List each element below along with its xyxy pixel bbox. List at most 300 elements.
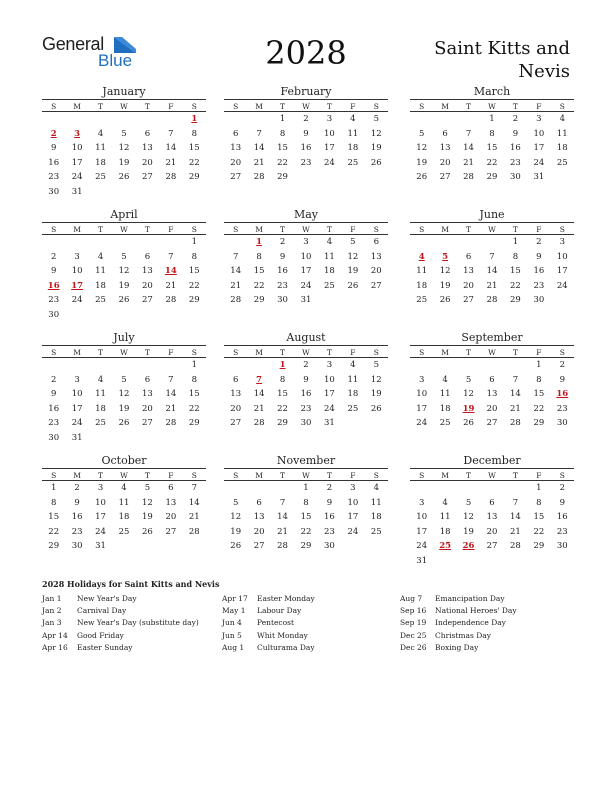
day-cell: 15 [300,512,312,523]
holiday-column [42,593,217,654]
day-cell: 24 [300,280,312,291]
day-cell: 12 [439,266,451,277]
day-cell: 3 [536,114,542,124]
empty-day-cell [224,235,247,250]
holiday-date: Dec 25 [400,630,427,640]
day-cell: 28 [277,541,288,552]
weekday-label: T [136,99,159,112]
day-cell: 7 [168,251,174,262]
day-cell: 28 [165,172,177,183]
weekday-label: W [480,345,503,358]
day-cell: 8 [536,374,542,385]
day-cell: 28 [165,418,177,429]
day-cell: 23 [556,403,568,414]
weekday-label: T [457,222,480,235]
day-cell: 3 [97,483,104,493]
month-december [410,454,574,569]
holiday-date: Aug 7 [400,594,423,603]
day-cell: 14 [463,143,474,154]
weekday-label: S [224,99,247,112]
day-cell: 9 [326,497,333,508]
day-cell: 23 [300,157,312,168]
month-title: January [102,85,146,98]
day-cell: 8 [279,128,286,139]
day-cell: 16 [48,157,60,168]
weekday-label: T [89,345,112,358]
day-cell: 9 [279,251,286,262]
day-cell: 6 [168,483,174,493]
day-cell: 20 [463,280,474,291]
day-cell: 14 [165,389,177,400]
day-cell: 19 [118,280,130,291]
day-cell: 16 [277,266,288,277]
day-cell: 19 [118,157,130,168]
day-cell: 30 [48,186,60,197]
day-cell: 9 [536,251,542,262]
day-cell: 14 [510,512,521,523]
weekday-label: S [551,222,574,235]
weekday-label: M [247,99,270,112]
day-cell: 10 [71,143,83,154]
day-cell: 29 [48,541,60,552]
day-cell: 31 [71,186,83,197]
day-cell: 4 [350,360,356,370]
weekday-header [224,468,388,481]
day-cell: 6 [144,374,151,385]
day-cell: 22 [486,157,498,168]
day-cell: 5 [121,374,127,385]
day-cell: 3 [419,497,425,508]
day-cell: 4 [373,483,379,493]
month-august [224,331,388,431]
weekday-label: S [224,468,247,481]
day-cell: 14 [486,266,498,277]
day-cell: 13 [142,266,153,277]
day-cell: 22 [277,403,288,414]
day-cell: 18 [95,403,106,414]
holiday-date: Aug 1 [222,642,245,652]
day-cell: 20 [230,403,242,414]
day-cell: 8 [51,497,57,508]
day-cell: 17 [71,157,83,168]
holiday-row [42,630,217,642]
month-january [42,85,206,200]
weekday-label: F [159,345,182,358]
holiday-columns [42,593,582,653]
day-cell: 12 [142,497,153,508]
weekday-label: M [65,99,88,112]
day-cell: 29 [253,295,265,306]
day-cell: 13 [486,389,498,400]
holiday-date: Dec 26 [400,642,427,652]
day-cell: 20 [165,512,177,523]
day-cell: 3 [559,237,565,247]
holiday-row [222,593,397,605]
day-cell: 18 [347,389,359,400]
holiday-name: Independence Day [435,618,506,628]
day-cell: 13 [486,512,498,523]
day-cell: 11 [118,497,130,508]
day-cell: 16 [556,512,568,523]
holiday-name: New Year's Day (substitute day) [77,618,199,628]
month-november [224,454,388,554]
day-cell: 2 [536,237,542,247]
empty-day-cell [136,235,159,250]
day-cell: 23 [48,418,60,429]
month-february [224,85,388,185]
day-cell: 30 [510,172,521,183]
holiday-name: Labour Day [257,606,302,616]
weekday-label: S [224,345,247,358]
holiday-day-cell: 26 [462,541,475,552]
weekday-label: S [365,345,388,358]
weekday-label: T [271,468,294,481]
holiday-date: Jun 5 [222,630,242,640]
day-cell: 21 [165,403,177,414]
weekday-label: M [65,468,88,481]
day-cell: 26 [230,541,242,552]
day-cell: 21 [253,157,265,168]
day-cell: 17 [347,512,359,523]
day-grid [224,481,388,554]
weekday-label: T [318,99,341,112]
day-cell: 22 [533,403,545,414]
day-cell: 27 [463,295,474,306]
holiday-column [400,593,575,654]
day-cell: 15 [188,266,200,277]
day-cell: 16 [300,389,312,400]
day-cell: 19 [347,266,359,277]
holiday-row [222,630,397,642]
day-cell: 29 [188,172,200,183]
holiday-date: Jan 2 [42,606,62,616]
day-cell: 23 [48,295,60,306]
day-cell: 5 [121,251,127,262]
weekday-label: S [551,99,574,112]
empty-day-cell [247,112,270,127]
weekday-header [410,222,574,235]
day-cell: 31 [533,172,545,183]
day-cell: 10 [556,251,568,262]
day-cell: 6 [489,497,495,508]
day-cell: 28 [165,295,177,306]
day-cell: 1 [489,114,495,124]
holiday-row [42,617,217,629]
day-cell: 22 [188,280,200,291]
day-cell: 17 [300,266,312,277]
day-cell: 30 [277,295,288,306]
day-cell: 11 [416,266,428,277]
weekday-label: S [410,222,433,235]
day-cell: 12 [118,266,130,277]
day-cell: 27 [486,541,498,552]
day-cell: 28 [510,541,521,552]
day-grid [42,235,206,323]
day-cell: 11 [95,389,106,400]
day-cell: 11 [95,266,106,277]
empty-day-cell [480,481,503,496]
weekday-label: S [551,468,574,481]
day-cell: 29 [277,418,288,429]
day-cell: 26 [416,172,428,183]
day-cell: 12 [118,143,130,154]
day-cell: 1 [303,483,309,493]
day-grid [410,112,574,185]
month-may [224,208,388,308]
weekday-label: S [42,99,65,112]
day-cell: 7 [489,251,495,262]
day-cell: 4 [97,251,104,262]
day-cell: 1 [191,237,197,247]
weekday-header [42,468,206,481]
day-cell: 5 [465,497,472,508]
holiday-row [400,593,575,605]
day-cell: 21 [486,280,498,291]
weekday-label: M [65,345,88,358]
day-cell: 29 [188,295,200,306]
month-title: August [286,331,326,344]
day-cell: 22 [510,280,521,291]
holiday-name: National Heroes' Day [435,606,517,616]
day-cell: 3 [419,374,425,385]
weekday-label: F [341,468,364,481]
day-cell: 7 [512,497,519,508]
empty-day-cell [112,358,135,373]
day-cell: 19 [118,403,130,414]
month-title: June [479,208,505,221]
month-april [42,208,206,323]
day-cell: 11 [370,497,382,508]
day-cell: 15 [253,266,265,277]
day-cell: 9 [559,374,565,385]
day-cell: 11 [556,128,568,139]
day-cell: 15 [277,143,288,154]
day-cell: 4 [350,114,356,124]
day-cell: 5 [373,114,379,124]
weekday-label: T [89,222,112,235]
day-cell: 10 [300,251,312,262]
weekday-label: T [457,99,480,112]
day-cell: 25 [347,157,359,168]
holiday-name: Whit Monday [257,630,308,640]
day-cell: 16 [510,143,521,154]
day-cell: 23 [510,157,521,168]
day-cell: 20 [486,403,498,414]
day-cell: 21 [165,157,177,168]
weekday-header [224,345,388,358]
day-cell: 25 [370,526,382,537]
day-cell: 25 [416,295,428,306]
day-cell: 5 [144,483,151,493]
day-cell: 18 [95,280,106,291]
day-cell: 16 [48,403,60,414]
day-grid [224,358,388,431]
empty-day-cell [112,235,135,250]
holiday-date: Jan 1 [42,594,62,603]
weekday-label: T [457,468,480,481]
holiday-name: Pentecost [257,618,295,628]
weekday-header [42,222,206,235]
day-cell: 27 [165,526,177,537]
holiday-name: Carnival Day [77,606,127,616]
day-cell: 12 [416,143,428,154]
holiday-day-cell: 16 [47,280,60,291]
day-cell: 5 [419,128,425,139]
day-cell: 17 [324,389,335,400]
day-cell: 20 [486,526,498,537]
holiday-date: Apr 14 [42,630,68,640]
weekday-label: W [480,222,503,235]
day-cell: 24 [556,280,568,291]
day-cell: 15 [277,389,288,400]
day-cell: 25 [347,403,359,414]
holiday-day-cell: 5 [442,251,449,262]
holiday-row [42,605,217,617]
day-cell: 22 [253,280,265,291]
day-cell: 6 [489,374,495,385]
weekday-label: S [410,345,433,358]
day-cell: 28 [230,295,242,306]
holiday-row [400,642,575,654]
weekday-label: S [365,99,388,112]
empty-day-cell [42,112,65,127]
weekday-label: T [318,345,341,358]
weekday-header [410,99,574,112]
day-cell: 20 [142,403,153,414]
day-cell: 24 [324,403,335,414]
day-cell: 1 [51,483,57,493]
day-cell: 14 [253,143,265,154]
day-cell: 27 [230,172,242,183]
day-cell: 2 [559,360,565,370]
day-cell: 14 [253,389,265,400]
day-cell: 10 [95,497,106,508]
day-cell: 23 [556,526,568,537]
day-cell: 30 [48,309,60,320]
weekday-label: F [341,345,364,358]
weekday-label: M [247,468,270,481]
weekday-label: T [136,468,159,481]
weekday-label: W [112,468,135,481]
empty-day-cell [247,481,270,496]
empty-day-cell [433,112,456,127]
day-cell: 26 [439,295,451,306]
day-cell: 25 [95,295,106,306]
weekday-label: T [504,222,527,235]
weekday-label: W [294,99,317,112]
weekday-label: M [65,222,88,235]
day-cell: 2 [279,237,286,247]
holiday-row [400,617,575,629]
holiday-row [222,605,397,617]
empty-day-cell [247,358,270,373]
weekday-label: F [159,99,182,112]
day-cell: 19 [463,526,474,537]
day-cell: 3 [326,360,333,370]
empty-day-cell [433,481,456,496]
month-title: February [280,85,332,98]
weekday-label: F [341,99,364,112]
day-grid [224,112,388,185]
month-july [42,331,206,446]
holiday-row [42,593,217,605]
month-title: October [101,454,147,467]
day-cell: 3 [74,251,80,262]
weekday-label: M [433,222,456,235]
day-cell: 25 [118,526,130,537]
day-cell: 2 [51,251,57,262]
day-cell: 18 [347,143,359,154]
weekday-label: W [480,99,503,112]
weekday-label: F [527,345,550,358]
month-title: December [463,454,521,467]
day-grid [410,235,574,308]
day-cell: 12 [370,128,382,139]
day-cell: 18 [118,512,130,523]
empty-day-cell [224,112,247,127]
holiday-day-cell: 1 [279,360,286,370]
day-cell: 7 [191,483,197,493]
day-cell: 17 [533,143,545,154]
weekday-label: M [433,99,456,112]
day-cell: 21 [510,403,521,414]
day-cell: 10 [71,266,83,277]
day-cell: 9 [74,497,80,508]
day-cell: 13 [253,512,265,523]
day-grid [410,358,574,431]
day-cell: 27 [486,418,498,429]
day-cell: 8 [279,374,286,385]
day-cell: 10 [324,374,335,385]
weekday-label: F [341,222,364,235]
day-cell: 27 [142,418,153,429]
holiday-name: Good Friday [77,630,124,640]
day-cell: 9 [51,143,57,154]
day-cell: 4 [97,374,104,385]
day-cell: 7 [512,374,519,385]
holiday-day-cell: 4 [418,251,425,262]
empty-day-cell [410,235,433,250]
holiday-date: Apr 16 [42,642,68,652]
empty-day-cell [89,358,112,373]
day-cell: 27 [253,541,265,552]
day-cell: 30 [533,295,545,306]
day-cell: 28 [486,295,498,306]
weekday-label: T [271,222,294,235]
day-cell: 11 [95,143,106,154]
day-cell: 23 [533,280,545,291]
day-cell: 21 [230,280,242,291]
day-cell: 8 [191,128,197,139]
day-cell: 25 [556,157,568,168]
day-cell: 24 [95,526,106,537]
day-cell: 10 [416,389,428,400]
day-cell: 10 [533,128,545,139]
day-cell: 17 [71,403,83,414]
weekday-label: T [457,345,480,358]
day-cell: 26 [142,526,153,537]
day-cell: 29 [277,172,288,183]
empty-day-cell [433,358,456,373]
day-cell: 7 [233,251,239,262]
weekday-label: W [112,99,135,112]
day-cell: 14 [188,497,200,508]
day-cell: 17 [556,266,568,277]
day-grid [410,481,574,569]
day-cell: 29 [533,541,545,552]
month-october [42,454,206,554]
weekday-label: S [365,222,388,235]
